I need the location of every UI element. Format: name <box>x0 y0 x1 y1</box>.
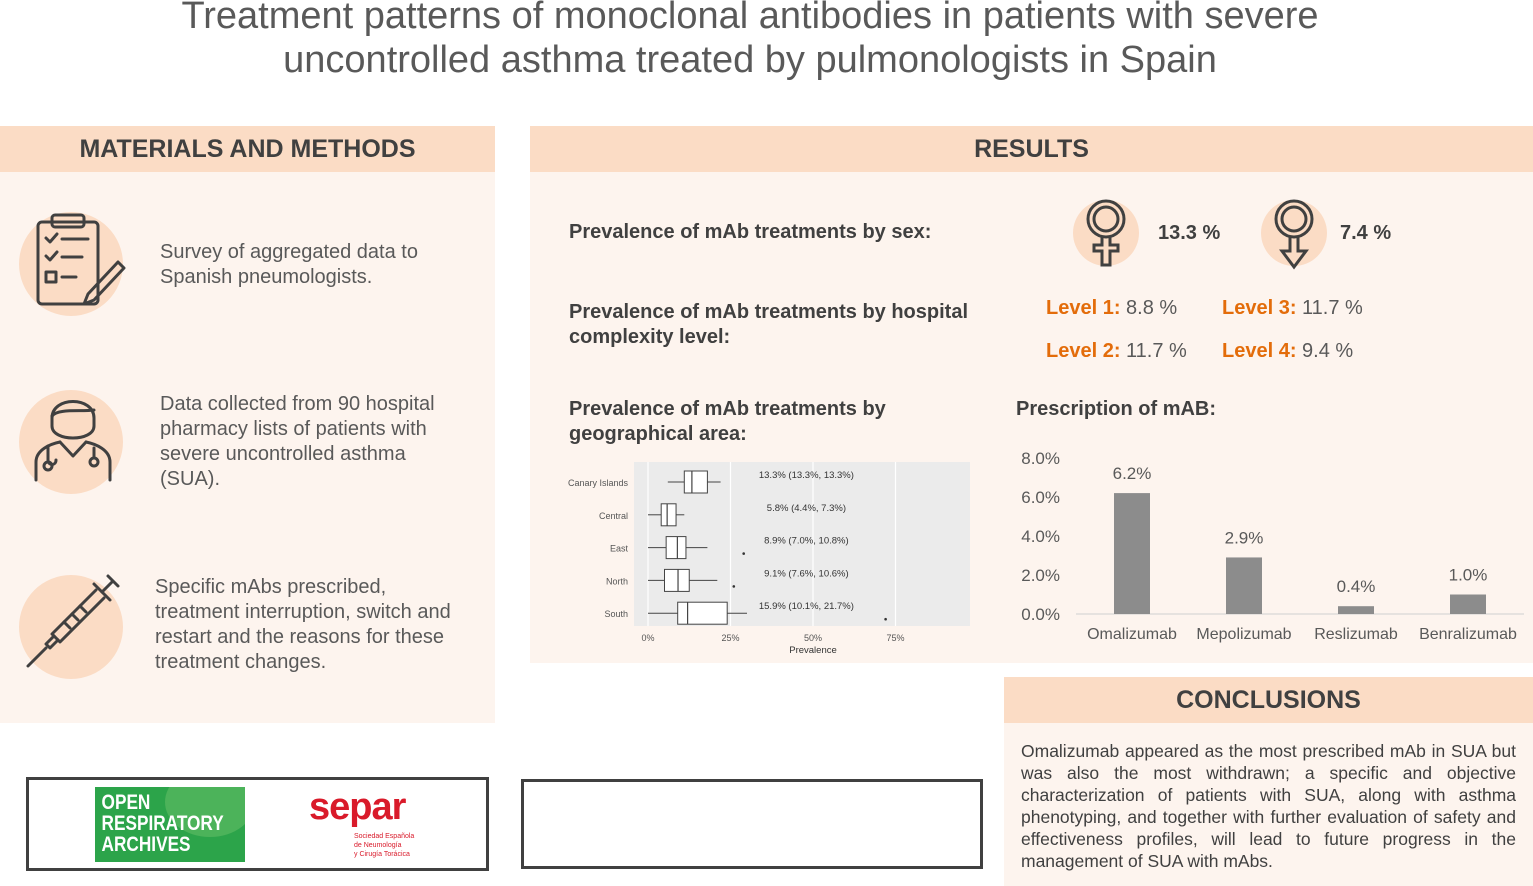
mab-prescription-bar-chart <box>1008 440 1528 652</box>
hospital-prevalence-label: Prevalence of mAb treatments by hospital complexity level: <box>569 301 969 348</box>
bar-reslizumab <box>1338 606 1374 614</box>
boxplot-x-tick-label: 75% <box>886 633 905 643</box>
separ-logo-subtitle: Sociedad Española de Neumología y Cirugía Torácica <box>354 833 415 858</box>
boxplot-outlier <box>884 618 887 621</box>
bar-benralizumab <box>1450 595 1486 615</box>
clipboard-checklist-icon <box>30 212 130 308</box>
boxplot-category-label: Canary Islands <box>567 478 628 488</box>
boxplot-x-tick-label: 25% <box>721 633 740 643</box>
level-1-value: Level 1: 8.8 % <box>1046 297 1178 319</box>
bar-category-label: Mepolizumab <box>1196 626 1292 643</box>
boxplot-outlier <box>742 552 745 555</box>
results-header: RESULTS <box>530 126 1533 172</box>
male-symbol-icon <box>1266 195 1322 271</box>
boxplot-annotation: 8.9% (7.0%, 10.8%) <box>764 535 849 547</box>
bar-data-label: 2.9% <box>1224 528 1264 548</box>
boxplot-box <box>661 504 676 526</box>
bar-data-label: 0.4% <box>1336 577 1376 597</box>
boxplot-x-tick-label: 50% <box>803 633 823 643</box>
level-2-value: Level 2: 11.7 % <box>1046 340 1187 362</box>
boxplot-box <box>666 537 686 559</box>
title-line-2: uncontrolled asthma treated by pulmonologists in Spain <box>283 39 1217 81</box>
boxplot-annotation: 13.3% (13.3%, 13.3%) <box>758 470 854 481</box>
bar-category-label: Omalizumab <box>1087 626 1177 643</box>
empty-box <box>521 779 983 869</box>
bar-data-label: 1.0% <box>1448 565 1488 585</box>
conclusions-header: CONCLUSIONS <box>1004 677 1533 723</box>
conclusions-text: Omalizumab appeared as the most prescribed mAb in SUA but was also the most withdrawn; a specific and objective characterization of patients with SUA, along with asthma phenotyping, and together with further evaluation of safety and effectiveness profiles, will lead to future progress in the management of SUA with mAbs. <box>1021 741 1516 871</box>
bar-mepolizumab <box>1226 557 1262 614</box>
boxplot-category-label: East <box>609 543 628 554</box>
boxplot-category-label: North <box>605 576 628 587</box>
methods-text-2: Data collected from 90 hospital pharmacy lists of patients with severe uncontrolled asthma (SUA). <box>160 393 435 490</box>
bar-omalizumab <box>1114 493 1150 614</box>
syringe-icon <box>24 570 124 670</box>
boxplot-box <box>665 569 690 591</box>
bar-y-tick-label: 2.0% <box>1021 566 1060 585</box>
level-3-value: Level 3: 11.7 % <box>1222 297 1363 319</box>
methods-header: MATERIALS AND METHODS <box>0 126 495 172</box>
female-prevalence: 13.3 % <box>1158 222 1221 244</box>
bar-y-tick-label: 8.0% <box>1021 449 1060 468</box>
boxplot-category-label: South <box>604 609 628 620</box>
methods-text-3: Specific mAbs prescribed, treatment interruption, switch and restart and the reasons for these treatment changes. <box>155 576 451 673</box>
geo-boxplot-chart <box>560 460 972 656</box>
bar-y-tick-label: 0.0% <box>1021 605 1060 624</box>
boxplot-x-axis-label: Prevalence <box>789 645 837 656</box>
separ-logo: separ <box>309 786 406 828</box>
boxplot-outlier <box>733 585 736 588</box>
sex-prevalence-label: Prevalence of mAb treatments by sex: <box>569 221 932 243</box>
boxplot-category-label: Central <box>598 510 628 521</box>
bar-y-tick-label: 6.0% <box>1021 488 1060 507</box>
boxplot-box <box>684 471 707 493</box>
methods-text-1: Survey of aggregated data to Spanish pneumologists. <box>160 241 418 288</box>
boxplot-x-tick-label: 0% <box>641 633 655 643</box>
prescription-label: Prescription of mAB: <box>1016 398 1217 420</box>
boxplot-annotation: 15.9% (10.1%, 21.7%) <box>758 601 854 613</box>
bar-data-label: 6.2% <box>1112 464 1152 484</box>
open-respiratory-archives-logo: OPEN RESPIRATORY ARCHIVES <box>95 787 245 862</box>
geo-prevalence-label: Prevalence of mAb treatments by geographical area: <box>569 398 886 445</box>
doctor-icon <box>28 388 118 484</box>
bar-category-label: Reslizumab <box>1314 626 1398 643</box>
male-prevalence: 7.4 % <box>1340 222 1392 244</box>
poster-title <box>0 0 1500 82</box>
bar-y-tick-label: 4.0% <box>1021 527 1060 546</box>
title-line-1: Treatment patterns of monoclonal antibodies in patients with severe <box>181 0 1319 37</box>
bar-category-label: Benralizumab <box>1419 626 1517 643</box>
boxplot-box <box>678 602 728 624</box>
female-symbol-icon <box>1078 195 1134 271</box>
level-4-value: Level 4: 9.4 % <box>1222 340 1354 362</box>
boxplot-annotation: 5.8% (4.4%, 7.3%) <box>766 502 847 514</box>
boxplot-annotation: 9.1% (7.6%, 10.6%) <box>764 568 849 580</box>
